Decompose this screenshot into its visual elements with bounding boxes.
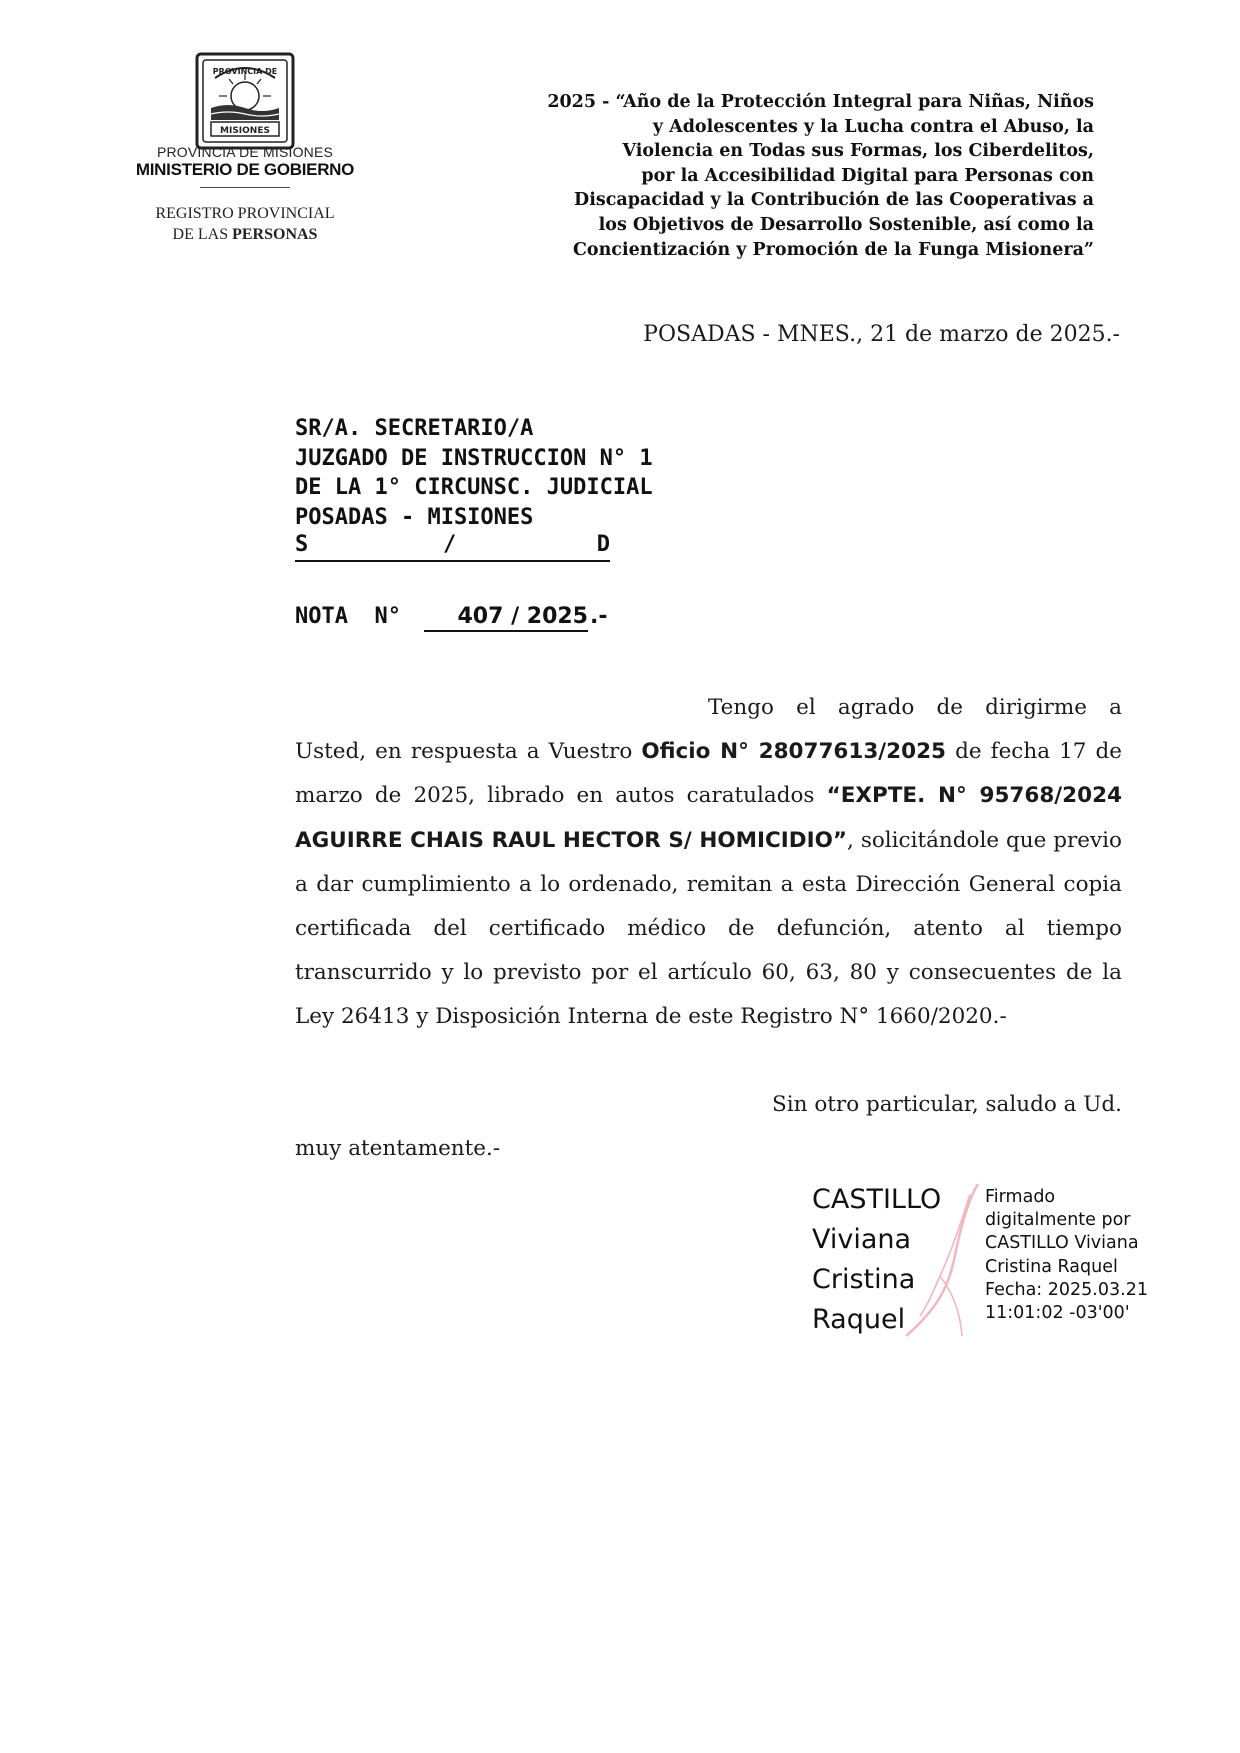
motto-line: Discapacidad y la Contribución de las Cooperativas a [574, 190, 1094, 211]
motto-line: por la Accesibilidad Digital para Personas con [641, 165, 1094, 186]
logo-divider [200, 187, 290, 188]
addressee-line: SR/A. SECRETARIO/A [295, 416, 534, 441]
place-date-line: POSADAS - MNES., 21 de marzo de 2025.- [643, 322, 1120, 347]
logo-ministry-label: MINISTERIO DE GOBIERNO [135, 160, 355, 179]
signer-name-line: Raquel [812, 1304, 906, 1335]
addressee-block [295, 414, 653, 532]
signer-name-line: CASTILLO [812, 1184, 942, 1215]
motto-line: 2025 - “Año de la Protección Integral para Niñas, Niños [547, 92, 1094, 112]
closing-line1: Sin otro particular, saludo a Ud. [772, 1092, 1122, 1117]
motto-line: los Objetivos de Desarrollo Sostenible, así como la [598, 214, 1094, 235]
signer-name-line: Cristina [812, 1264, 916, 1295]
sd-slash: / [443, 532, 457, 557]
seal-text-bottom: MISIONES [220, 126, 270, 136]
registry-bold: PERSONAS [232, 226, 318, 243]
motto-line: Violencia en Todas sus Formas, los Ciberdelitos, [622, 141, 1094, 162]
sd-d: D [596, 532, 610, 557]
nota-suffix: .- [590, 604, 608, 629]
addressee-line: JUZGADO DE INSTRUCCION N° 1 [295, 445, 653, 471]
registry-prefix: DE LAS [172, 226, 233, 243]
closing-line2: muy atentamente.- [295, 1136, 501, 1161]
addressee-line: POSADAS - MISIONES [295, 504, 534, 530]
closing-block [295, 1083, 1122, 1171]
nota-number: 407 / 2025 [424, 604, 588, 632]
year-motto [440, 90, 1094, 262]
motto-line: y Adolescentes y la Lucha contra el Abuso, la [652, 116, 1094, 137]
signature-detail-line: CASTILLO Viviana [985, 1233, 1139, 1254]
digital-signature-mark-icon [900, 1180, 990, 1340]
signature-detail-line: Firmado [985, 1187, 1056, 1207]
signature-detail-line: digitalmente por [985, 1210, 1131, 1231]
body-expte: “EXPTE. N° 95768/2024 AGUIRRE CHAIS RAUL HECTOR S/ HOMICIDIO” [295, 783, 1122, 853]
letter-body [295, 686, 1122, 1040]
su-despacho-line [295, 532, 610, 562]
addressee-line: DE LA 1° CIRCUNSC. JUDICIAL [295, 475, 653, 500]
body-oficio: Oficio N° 28077613/2025 [641, 739, 946, 765]
body-opening: Tengo el agrado de dirigirme a Usted, en respuesta a Vuestro [295, 695, 1122, 765]
province-seal-icon [193, 50, 297, 152]
seal-text-top: PROVINCIA DE [212, 67, 278, 76]
logo-province-label: PROVINCIA DE MISIONES [156, 144, 334, 160]
sd-s: S [295, 532, 309, 557]
signature-detail-line: Cristina Raquel [985, 1256, 1118, 1277]
body-after-oficio: de fecha 17 de marzo de 2025, librado en autos caratulados [295, 739, 1122, 809]
registry-label-line1: REGISTRO PROVINCIAL [155, 205, 335, 222]
signer-name-line: Viviana [812, 1224, 912, 1255]
signature-detail-line: Fecha: 2025.03.21 [985, 1279, 1148, 1300]
signature-details [985, 1186, 1148, 1325]
body-rest: , solicitándole que previo a dar cumplimiento a lo ordenado, remitan a esta Dirección General copia certificada del certificado médico de defunción, atento al tiempo transcurrido y lo previsto por el artículo 60, 63, 80 y consecuentes de la Ley 26413 y Disposición Interna de este Registro N° 1660/2020.- [295, 827, 1123, 1030]
signature-detail-line: 11:01:02 -03'00' [985, 1303, 1130, 1324]
nota-label: NOTA N° [295, 604, 401, 629]
registry-label-line2 [100, 226, 390, 244]
motto-line: Concientización y Promoción de la Funga Misionera” [572, 239, 1094, 260]
